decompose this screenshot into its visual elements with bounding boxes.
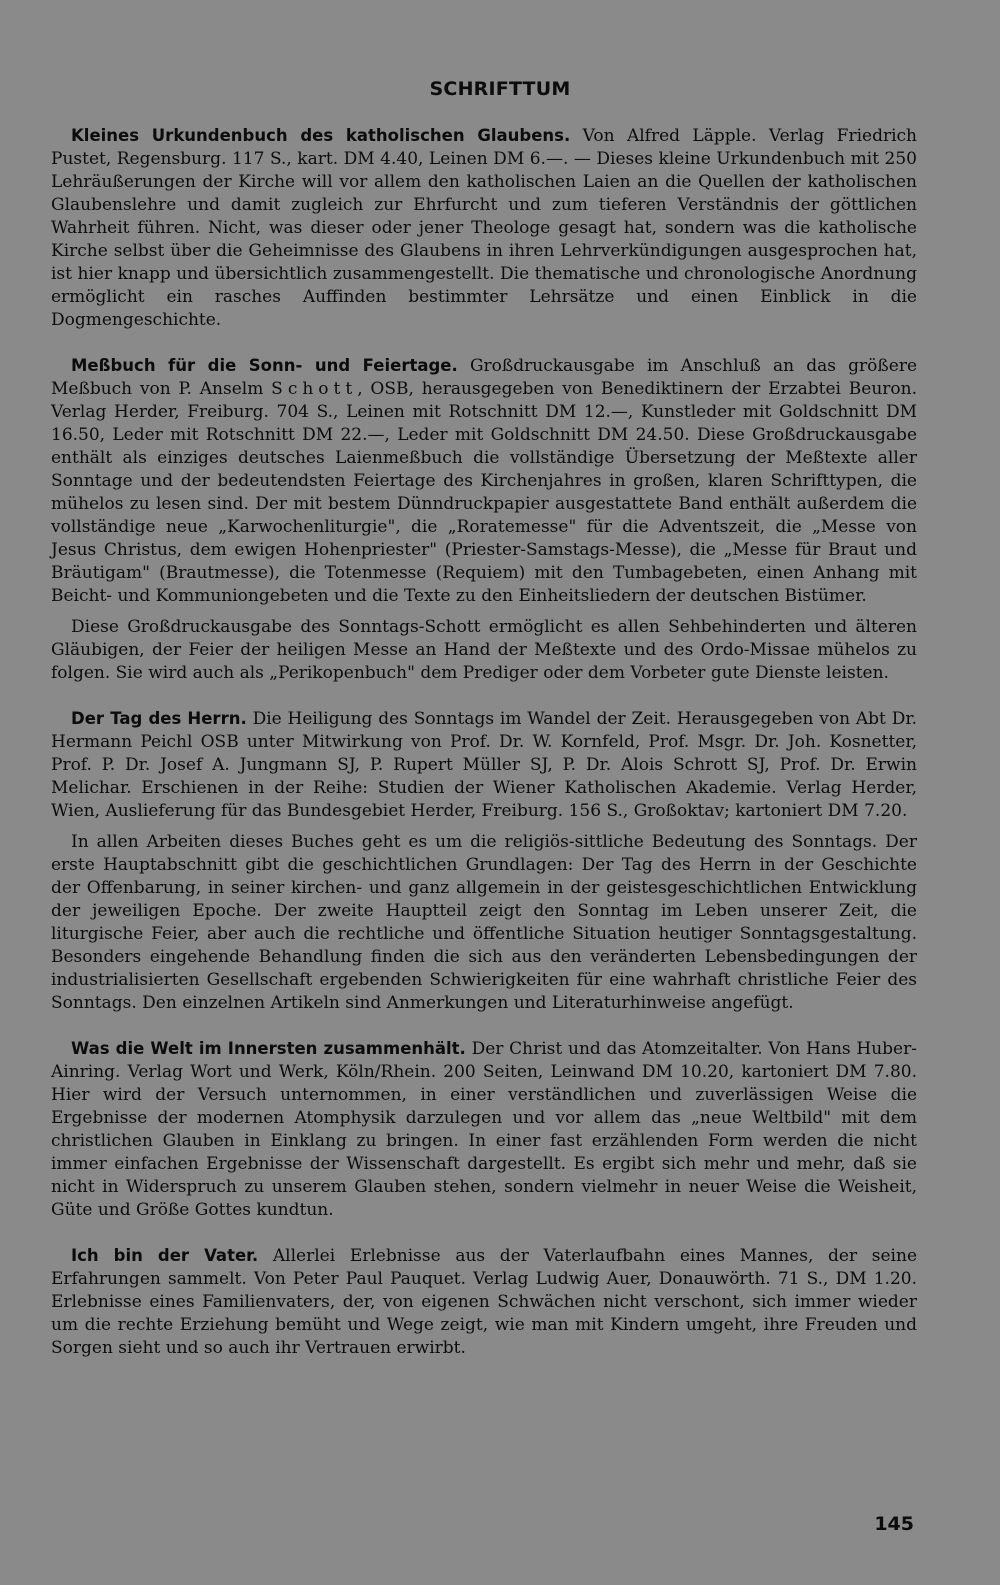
review-tag-des-herrn [51, 707, 917, 823]
review-title: Meßbuch für die Sonn- und Feiertage. [71, 356, 458, 375]
review-title: Ich bin der Vater. [71, 1246, 259, 1265]
review-body: Großdruckausgabe im Anschluß an das größere Meßbuch von P. Anselm [51, 356, 918, 399]
review-body: Der Christ und das Atomzeitalter. Von Hans Huber-Ainring. Verlag Wort und Werk, Köln/Rhein. 200 Seiten, Leinwand DM 10.20, kartoniert DM 7.80. Hier wird der Versuch unternommen, in einer verständlichen und zuverlässigen Weise die Ergebnisse der modernen Atomphysik darzulegen und vor allem das „neue Weltbild" mit dem christlichen Glauben in Einklang zu bringen. In einer fast erzählenden Form werden die nicht immer einfachen Ergebnisse der Wissenschaft dargestellt. Es ergibt sich mehr und mehr, daß sie nicht in Widerspruch zu unserem Glauben stehen, sondern vielmehr in neuer Weise die Weisheit, Güte und Größe Gottes kundtun. [51, 1039, 917, 1220]
review-urkundenbuch [51, 124, 917, 332]
review-body: Von Alfred Läpple. Verlag Friedrich Pustet, Regensburg. 117 S., kart. DM 4.40, Leinen DM 6.—. — Dieses kleine Urkundenbuch mit 250 Lehräußerungen der Kirche will vor allem den katholischen Laien an die Quellen der katholischen Glaubenslehre und damit zugleich zur Ehrfurcht und zum tieferen Verständnis der göttlichen Wahrheit führen. Nicht, was dieser oder jener Theologe gesagt hat, sondern was die katholische Kirche selbst über die Geheimnisse des Glaubens in ihren Lehrverkündigungen ausgesprochen hat, ist hier knapp und übersichtlich zusammengestellt. Die thematische und chronologische Anordnung ermöglicht ein rasches Auffinden bestimmter Lehrsätze und einen Einblick in die Dogmengeschichte. [51, 126, 918, 330]
reviews-column [51, 124, 917, 1382]
review-tag-des-herrn-continuation: In allen Arbeiten dieses Buches geht es um die religiös-sittliche Bedeutung des Sonntags. Der erste Hauptabschnitt gibt die geschichtlichen Grundlagen: Der Tag des Herrn in der Geschichte der Offenbarung, in seiner kirchen- und ganz allgemein in der geistesgeschichtlichen Entwicklung der jeweiligen Epoche. Der zweite Hauptteil zeigt den Sonntag im Leben unserer Zeit, die liturgische Feier, aber auch die rechtliche und öffentliche Situation heutiger Sonntagsgestaltung. Besonders eingehende Behandlung finden die sich aus den veränderten Lebensbedingungen der industrialisierten Gesellschaft ergebenden Schwierigkeiten für eine wahrhaft christliche Feier des Sonntags. Den einzelnen Artikeln sind Anmerkungen und Literaturhinweise angefügt. [51, 832, 917, 1013]
review-messbuch [51, 354, 917, 608]
author-name-spaced: Schott [271, 379, 358, 399]
review-body: , OSB, herausgegeben von Benediktinern der Erzabtei Beuron. Verlag Herder, Freiburg. 704 S., Leinen mit Rotschnitt DM 12.—, Kunstleder mit Goldschnitt DM 16.50, Leder mit Rotschnitt DM 22.—, Leder mit Goldschnitt DM 24.50. Diese Großdruckausgabe enthält als einziges deutsches Laienmeßbuch die vollständige Übersetzung der Meßtexte aller Sonntage und der bedeutendsten Feiertage des Kirchenjahres in großen, klaren Schrifttypen, die mühelos zu lesen sind. Der mit bestem Dünndruckpapier ausgestattete Band enthält außerdem die vollständige neue „Karwochenliturgie", die „Roratemesse" für die Adventszeit, die „Messe von Jesus Christus, dem ewigen Hohenpriester" (Priester-Samstags-Messe), die „Messe für Braut und Bräutigam" (Brautmesse), die Totenmesse (Requiem) mit den Tumbagebeten, einen Anhang mit Beicht- und Kommuniongebeten und die Texte zu den Einheitsliedern der deutschen Bistümer. [51, 379, 917, 606]
review-body: Allerlei Erlebnisse aus der Vaterlaufbahn eines Mannes, der seine Erfahrungen sammelt. Von Peter Paul Pauquet. Verlag Ludwig Auer, Donauwörth. 71 S., DM 1.20. Erlebnisse eines Familienvaters, der, von eigenen Schwächen nicht verschont, sich immer wieder um die rechte Erziehung bemüht und Wege zeigt, wie man mit Kindern umgeht, ihre Freuden und Sorgen sieht und so auch ihr Vertrauen erwirbt. [51, 1246, 918, 1358]
page-number: 145 [874, 1513, 914, 1535]
review-messbuch-continuation: Diese Großdruckausgabe des Sonntags-Schott ermöglicht es allen Sehbehinderten und älteren Gläubigen, der Feier der heiligen Messe an Hand der Meßtexte und des Ordo-Missae mühelos zu folgen. Sie wird auch als „Perikopenbuch" dem Prediger oder dem Vorbeter gute Dienste leisten. [51, 617, 917, 683]
review-body: Die Heiligung des Sonntags im Wandel der Zeit. Herausgegeben von Abt Dr. Hermann Peichl OSB unter Mitwirkung von Prof. Dr. W. Kornfeld, Prof. Msgr. Dr. Joh. Kosnetter, Prof. P. Dr. Josef A. Jungmann SJ, P. Rupert Müller SJ, P. Dr. Alois Schrott SJ, Prof. Dr. Erwin Melichar. Erschienen in der Reihe: Studien der Wiener Katholischen Akademie. Verlag Herder, Wien, Auslieferung für das Bundesgebiet Herder, Freiburg. 156 S., Großoktav; kartoniert DM 7.20. [51, 709, 918, 821]
review-title: Kleines Urkundenbuch des katholischen Glaubens. [71, 126, 571, 145]
review-ich-bin-der-vater [51, 1244, 917, 1360]
review-title: Was die Welt im Innersten zusammenhält. [71, 1039, 466, 1058]
section-heading: SCHRIFTTUM [429, 78, 571, 100]
review-welt-innersten [51, 1037, 917, 1222]
review-title: Der Tag des Herrn. [71, 709, 247, 728]
